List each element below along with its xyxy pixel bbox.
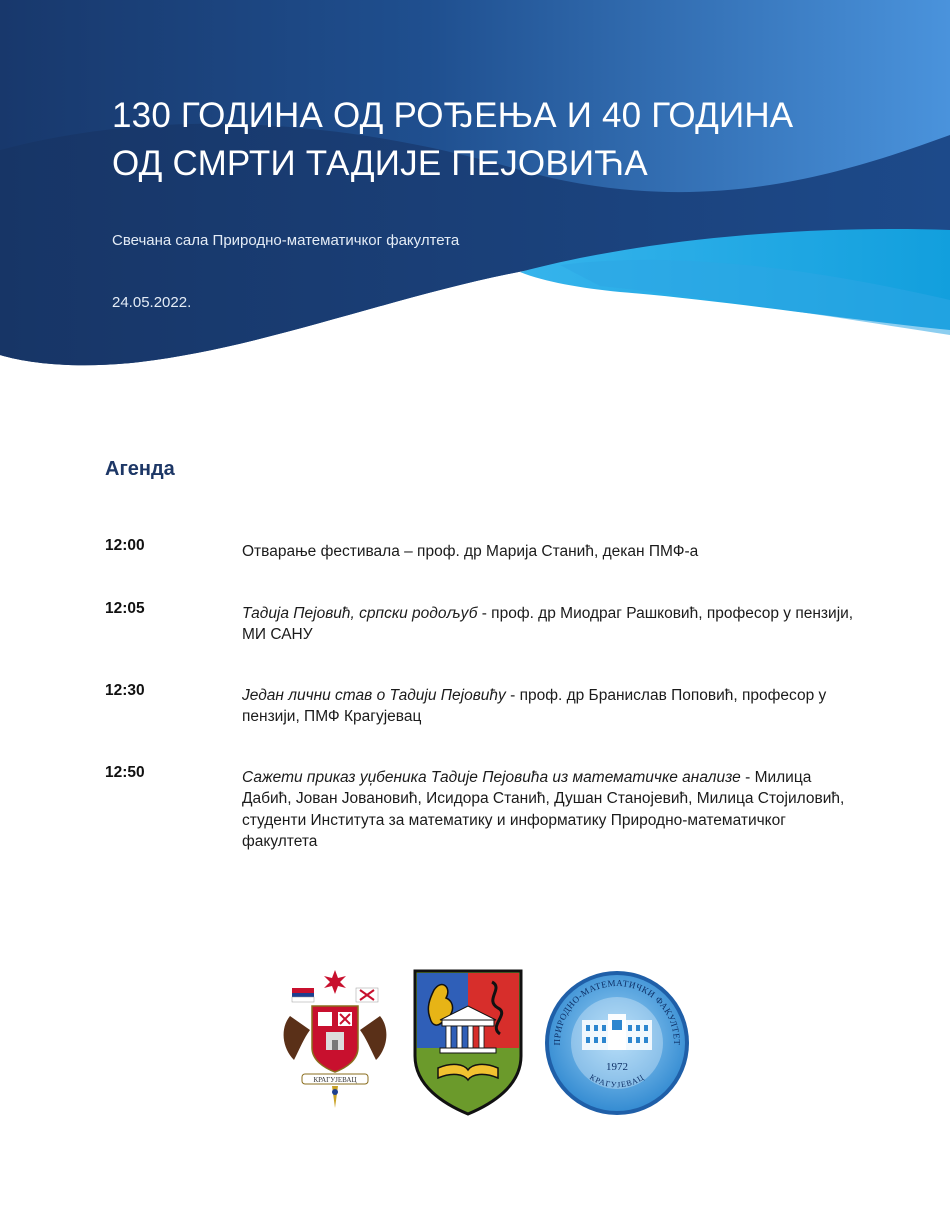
- faculty-of-science-seal-icon: [542, 968, 692, 1118]
- agenda-talk-title: Сажети приказ уџбеника Тадије Пејовића из математичке анализе: [242, 768, 741, 786]
- seal-year: 1972: [606, 1061, 628, 1073]
- header-banner: [0, 0, 950, 380]
- university-shield-icon: [412, 968, 524, 1118]
- agenda-talk-text: - Милица Дабић, Јован Јовановић, Исидора Станић, Душан Станојевић, Милица Стојиловић, студенти Института за математику и информатику Природно-математичког факултета: [242, 768, 845, 850]
- event-title-line-1: 130 ГОДИНА ОД РОЂЕЊА И 40 ГОДИНА: [112, 96, 794, 135]
- agenda-item: [105, 682, 865, 728]
- agenda-time: 12:00: [105, 537, 145, 554]
- agenda-talk-text: - проф. др Бранислав Поповић, професор у пензији, ПМФ Крагујевац: [242, 686, 827, 725]
- agenda-item: [105, 537, 865, 563]
- logo-row: [280, 968, 700, 1118]
- agenda-time: 12:05: [105, 599, 145, 617]
- agenda-time: 12:50: [105, 763, 145, 781]
- event-title: [112, 92, 832, 188]
- agenda-description: [242, 764, 865, 853]
- agenda-item: [105, 600, 865, 646]
- agenda-time: 12:30: [105, 681, 145, 699]
- agenda-talk-title: Тадија Пејовић, српски родољуб: [242, 604, 478, 622]
- agenda-description: [242, 600, 865, 646]
- wave-background: [0, 0, 950, 380]
- agenda-list: [105, 537, 865, 853]
- seal-ring-text: ПРИРОДНО-МАТЕМАТИЧКИ ФАКУЛТЕТ: [551, 977, 683, 1046]
- crest-city-label: КРАГУЈЕВАЦ: [313, 1076, 357, 1084]
- kragujevac-coat-of-arms-icon: [280, 968, 390, 1118]
- agenda-talk-text: Отварање фестивала – проф. др Марија Станић, декан ПМФ-а: [242, 543, 699, 560]
- agenda-heading: Агенда: [105, 458, 175, 480]
- agenda-item: [105, 764, 865, 853]
- agenda-talk-text: - проф. др Миодраг Рашковић, професор у пензији, МИ САНУ: [242, 604, 854, 643]
- agenda-description: [242, 682, 865, 728]
- agenda-description: [242, 537, 865, 563]
- seal-city-text: КРАГУЈЕВАЦ: [588, 1072, 646, 1090]
- event-date: 24.05.2022.: [112, 294, 192, 311]
- event-venue: Свечана сала Природно-математичког факултета: [112, 232, 460, 249]
- agenda-talk-title: Један лични став о Тадији Пејовићу: [242, 686, 506, 704]
- event-title-line-2: ОД СМРТИ ТАДИЈЕ ПЕЈОВИЋА: [112, 144, 648, 183]
